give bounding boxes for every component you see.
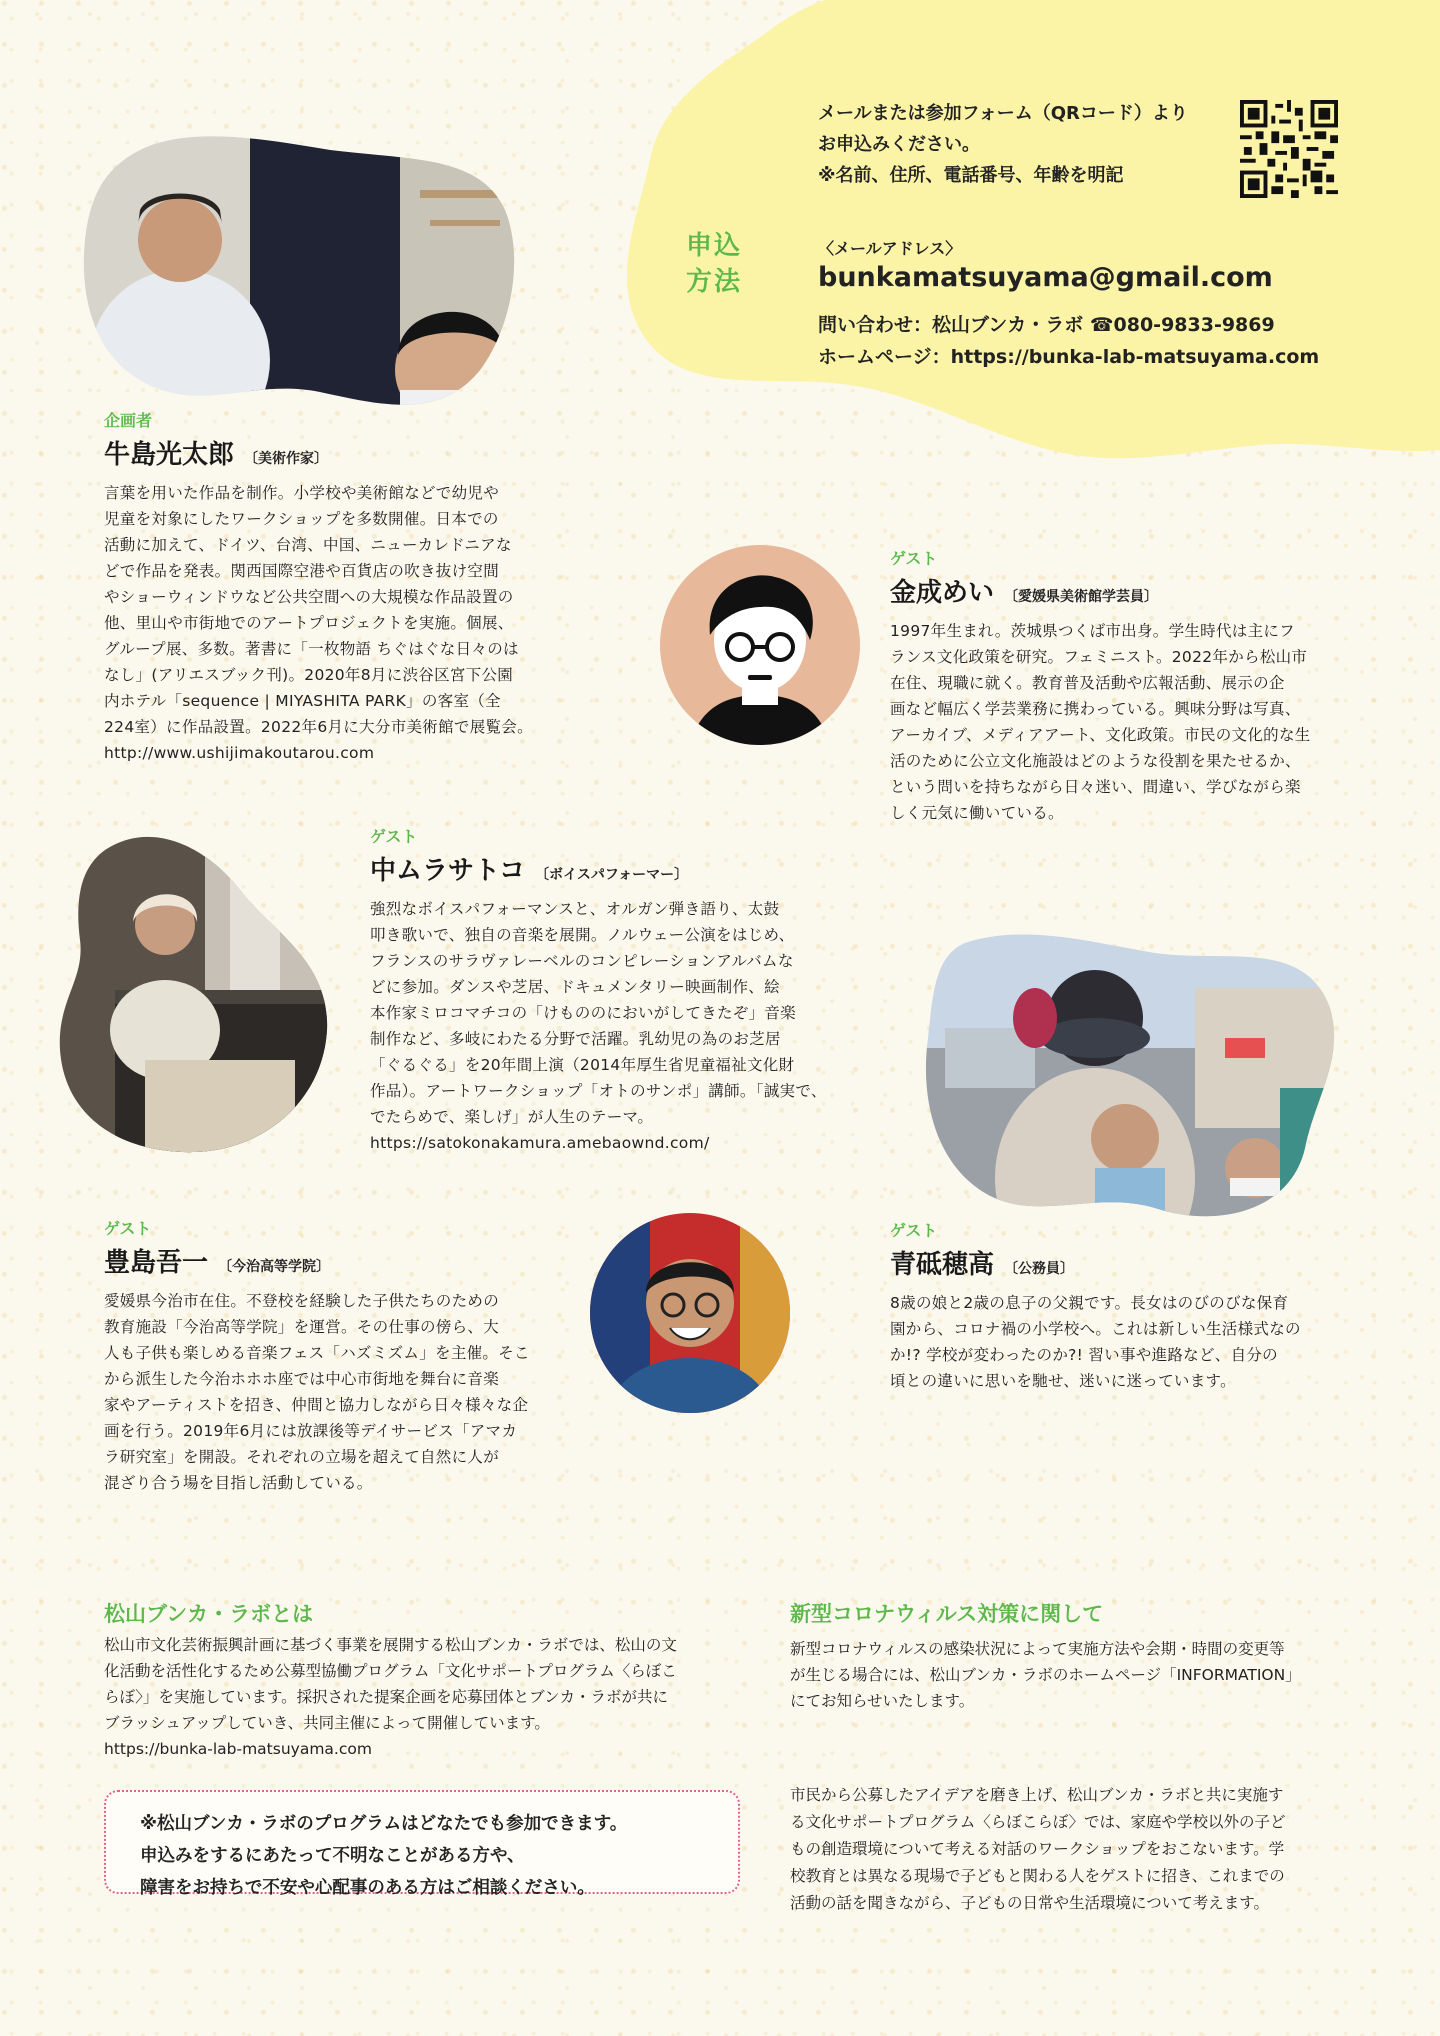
program-line: 市民から公募したアイデアを磨き上げ、松山ブンカ・ラボと共に実施す — [790, 1786, 1284, 1804]
bio-line: でたらめで、楽しげ」が人生のテーマ。 — [370, 1108, 654, 1126]
bio-line: どで作品を発表。関西国際空港や百貨店の吹き抜け空間 — [104, 562, 500, 580]
bio-line: 叩き歌いで、独自の音楽を展開。ノルウェー公演をはじめ、 — [370, 926, 795, 944]
notice-line: ※松山ブンカ・ラボのプログラムはどなたでも参加できます。 — [140, 1814, 628, 1834]
bio-line: 「ぐるぐる」を20年間上演（2014年厚生省児童福祉文化財 — [370, 1056, 795, 1074]
bio-line: 園から、コロナ禍の小学校へ。これは新しい生活様式なの — [890, 1320, 1301, 1338]
application-intro-line: メールまたは参加フォーム（QRコード）より — [818, 103, 1188, 124]
notice-line: 申込みをするにあたって不明なことがある方や、 — [140, 1846, 525, 1866]
bio-line: 混ざり合う場を目指し活動している。 — [104, 1474, 373, 1492]
bio-line: ランス文化政策を研究。フェミニスト。2022年から松山市 — [890, 648, 1308, 666]
application-intro — [818, 98, 1228, 191]
bio-line: か!? 学校が変わったのか?! 習い事や進路など、自分の — [890, 1346, 1278, 1364]
about-line: 化活動を活性化するため公募型協働プログラム「文化サポートプログラム〈らぼこ — [104, 1662, 677, 1680]
program-line: 校教育とは異なる現場で子どもと関わる人をゲストに招き、これまでの — [790, 1867, 1285, 1885]
nakamura-name — [370, 850, 688, 887]
bio-line: 強烈なボイスパフォーマンスと、オルガン弾き語り、太鼓 — [370, 900, 780, 918]
bio-line: という問いを持ちながら日々迷い、間違い、学びながら楽 — [890, 778, 1301, 796]
corona-text — [790, 1636, 1350, 1714]
bio-line: しく元気に働いている。 — [890, 804, 1064, 822]
bio-line: 8歳の娘と2歳の息子の父親です。長女はのびのびな保育 — [890, 1294, 1289, 1312]
bio-line: 教育施設「今治高等学院」を運営。その仕事の傍ら、大 — [104, 1318, 500, 1336]
program-description — [790, 1782, 1350, 1917]
toyoshima-role: ゲスト — [104, 1219, 152, 1238]
notice-line: 障害をお持ちで不安や心配事のある方はご相談ください。 — [140, 1878, 595, 1898]
kanenari-name-text: 金成めい — [890, 578, 995, 608]
application-intro-line: ※名前、住所、電話番号、年齢を明記 — [818, 165, 1124, 186]
nakamura-role: ゲスト — [370, 827, 418, 846]
corona-title: 新型コロナウィルス対策に関して — [790, 1602, 1104, 1626]
program-line: 活動の話を聞きながら、子どもの日常や生活環境について考えます。 — [790, 1894, 1269, 1912]
bio-line: どに参加。ダンスや芝居、ドキュメンタリー映画制作、絵 — [370, 978, 780, 996]
bio-line: 制作など、多岐にわたる分野で活躍。乳幼児の為のお芝居 — [370, 1030, 781, 1048]
nakamura-name-text: 中ムラサトコ — [370, 856, 525, 886]
corona-line: にてお知らせいたします。 — [790, 1692, 975, 1710]
nakamura-photo — [55, 830, 335, 1160]
corona-line: が生じる場合には、松山ブンカ・ラボのホームページ「INFORMATION」 — [790, 1666, 1301, 1684]
bio-line: やショーウィンドウなど公共空間への大規模な作品設置の — [104, 588, 514, 606]
nakamura-website-link[interactable]: https://satokonakamura.amebaownd.com/ — [370, 1134, 710, 1152]
about-text — [104, 1632, 744, 1762]
about-title: 松山ブンカ・ラボとは — [104, 1602, 314, 1626]
application-intro-line: お申込みください。 — [818, 134, 980, 155]
application-method-title — [686, 228, 756, 300]
ushijima-name — [104, 434, 328, 471]
bio-line: 作品）。アートワークショップ「オトのサンポ」講師。「誠実で、 — [370, 1082, 827, 1100]
program-line: もの創造環境について考える対話のワークショップをおこないます。学 — [790, 1840, 1285, 1858]
aoto-photo — [925, 928, 1335, 1228]
bio-line: 在住、現職に就く。教育普及活動や広報活動、展示の企 — [890, 674, 1285, 692]
bio-line: ラ研究室」を開設。それぞれの立場を超えて自然に人が — [104, 1448, 500, 1466]
bio-line: 人も子供も楽しめる音楽フェス「ハズミズム」を主催。そこ — [104, 1344, 530, 1362]
nakamura-bio — [370, 896, 840, 1156]
aoto-affiliation: 〔公務員〕 — [1004, 1261, 1075, 1277]
application-title-line: 方法 — [686, 267, 743, 297]
mail-label: 〈メールアドレス〉 — [818, 239, 962, 258]
bio-line: なし」(アリエスブック刊)。2020年8月に渋谷区宮下公園 — [104, 666, 514, 684]
bio-line: 内ホテル「sequence | MIYASHITA PARK」の客室（全 — [104, 692, 501, 710]
aoto-bio — [890, 1290, 1360, 1394]
bio-line: 224室）に作品設置。2022年6月に大分市美術館で展覧会。 — [104, 718, 533, 736]
bio-line: 活動に加えて、ドイツ、台湾、中国、ニューカレドニアな — [104, 536, 512, 554]
aoto-role: ゲスト — [890, 1221, 938, 1240]
bio-line: 本作家ミロコマチコの「けもののにおいがしてきたぞ」音楽 — [370, 1004, 796, 1022]
ushijima-website-link[interactable]: http://www.ushijimakoutarou.com — [104, 744, 375, 762]
bio-line: 1997年生まれ。茨城県つくば市出身。学生時代は主にフ — [890, 622, 1295, 640]
about-line: ブラッシュアップしていき、共同主催によって開催しています。 — [104, 1714, 550, 1732]
bio-line: 画など幅広く学芸業務に携わっている。興味分野は写真、 — [890, 700, 1301, 718]
bio-line: 言葉を用いた作品を制作。小学校や美術館などで幼児や — [104, 484, 500, 502]
corona-line: 新型コロナウィルスの感染状況によって実施方法や会期・時間の変更等 — [790, 1640, 1285, 1658]
bio-line: フランスのサラヴァレーベルのコンピレーションアルバムな — [370, 952, 794, 970]
mail-address-link[interactable]: bunkamatsuyama@gmail.com — [818, 262, 1273, 293]
bio-line: 画を行う。2019年6月には放課後等デイサービス「アマカ — [104, 1422, 518, 1440]
about-line: 松山市文化芸術振興計画に基づく事業を展開する松山ブンカ・ラボでは、松山の文 — [104, 1636, 677, 1654]
toyoshima-name-text: 豊島吾一 — [104, 1248, 209, 1278]
ushijima-photo — [80, 130, 520, 415]
bio-line: 活のために公立文化施設はどのような役割を果たせるか、 — [890, 752, 1301, 770]
kanenari-name — [890, 572, 1158, 609]
kanenari-role: ゲスト — [890, 549, 938, 568]
application-title-line: 申込 — [686, 231, 743, 261]
ushijima-affiliation: 〔美術作家〕 — [244, 451, 329, 467]
contact-phone: 問い合わせ：松山ブンカ・ラボ ☎080-9833-9869 — [818, 314, 1275, 336]
bio-line: アーカイブ、メディアアート、文化政策。市民の文化的な生 — [890, 726, 1311, 744]
ushijima-name-text: 牛島光太郎 — [104, 440, 235, 470]
kanenari-portrait-illustration — [660, 545, 860, 745]
about-line: らぼ〉」を実施しています。採択された提案企画を応募団体とブンカ・ラボが共に — [104, 1688, 669, 1706]
program-line: る文化サポートプログラム〈らぼこらぼ〉では、家庭や学校以外の子ど — [790, 1813, 1286, 1831]
bio-line: 愛媛県今治市在住。不登校を経験した子供たちのための — [104, 1292, 500, 1310]
bio-line: から派生した今治ホホホ座では中心市街地を舞台に音楽 — [104, 1370, 500, 1388]
notice-box — [104, 1790, 740, 1898]
toyoshima-affiliation: 〔今治高等学院〕 — [218, 1259, 331, 1275]
aoto-name-text: 青砥穂高 — [890, 1250, 995, 1280]
homepage-link[interactable]: ホームページ：https://bunka-lab-matsuyama.com — [818, 346, 1320, 368]
qr-code-icon[interactable] — [1240, 100, 1338, 198]
kanenari-affiliation: 〔愛媛県美術館学芸員〕 — [1004, 589, 1159, 605]
toyoshima-name — [104, 1242, 330, 1279]
kanenari-bio — [890, 618, 1360, 826]
about-website-link[interactable]: https://bunka-lab-matsuyama.com — [104, 1740, 372, 1758]
ushijima-role: 企画者 — [104, 411, 153, 430]
bio-line: 児童を対象にしたワークショップを多数開催。日本での — [104, 510, 499, 528]
bio-line: グループ展、多数。著書に「一枚物語 ちぐはぐな日々のは — [104, 640, 519, 658]
nakamura-affiliation: 〔ボイスパフォーマー〕 — [534, 867, 689, 883]
ushijima-bio — [104, 480, 564, 766]
bio-line: 他、里山や市街地でのアートプロジェクトを実施。個展、 — [104, 614, 514, 632]
aoto-name — [890, 1244, 1074, 1281]
toyoshima-photo — [590, 1213, 790, 1413]
bio-line: 頃との違いに思いを馳せ、迷いに迷っています。 — [890, 1372, 1236, 1390]
bio-line: 家やアーティストを招き、仲間と協力しながら日々様々な企 — [104, 1396, 529, 1414]
toyoshima-bio — [104, 1288, 564, 1496]
